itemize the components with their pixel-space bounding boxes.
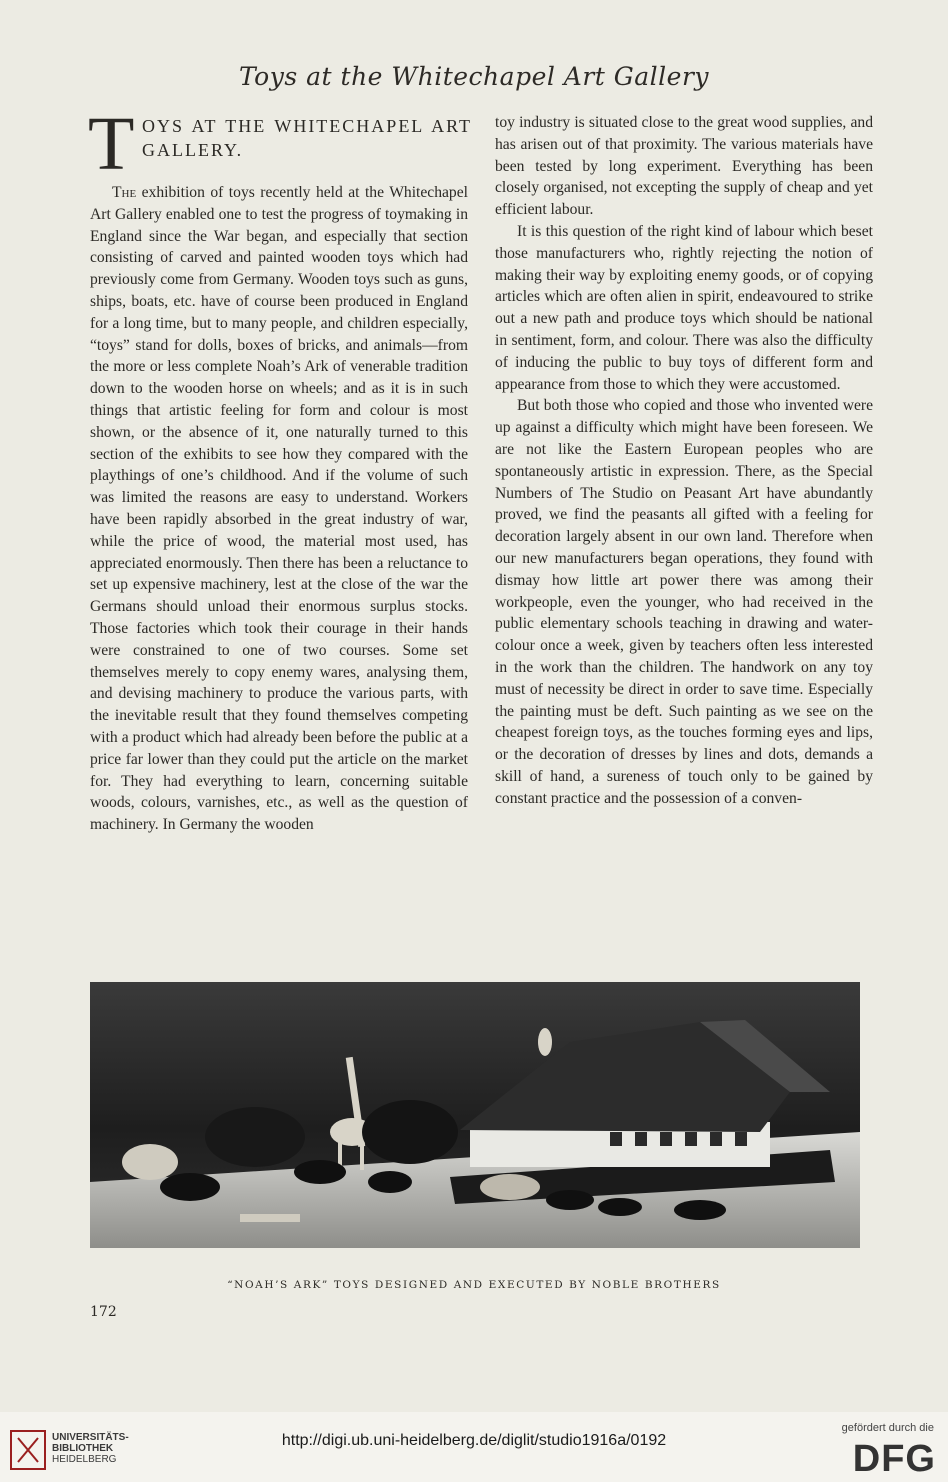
article-heading <box>88 102 472 186</box>
running-head: Toys at the Whitechapel Art Gallery <box>238 62 710 91</box>
funded-by-label: gefördert durch die <box>841 1422 934 1434</box>
paragraph: toy industry is situated close to the great wood supplies, and has arisen out of that proximity. The various materials have been tested by long experiment. Everything has been closely organised, not excepting the supply of cheap and yet efficient labour. <box>495 114 873 219</box>
library-line: BIBLIOTHEK <box>52 1443 114 1454</box>
drop-cap: T <box>88 102 135 186</box>
right-column <box>495 112 873 810</box>
article-title: OYS AT THE WHITECHAPEL ART GALLERY. <box>142 116 472 160</box>
source-url-link[interactable]: http://digi.ub.uni-heidelberg.de/diglit/studio1916a/0192 <box>281 1432 667 1449</box>
dfg-logo: DFG <box>852 1438 936 1480</box>
paragraph: But both those who copied and those who invented were up against a difficulty which might have been foreseen. We are not like the Eastern European peoples who are spontaneously artistic in expression. There, as the Special Numbers of The Studio on Peasant Art have abundantly proved, we find the peasants all gifted with a feeling for decoration largely absent in our own land. Therefore when our new manufacturers began operations, they found with dismay how little art power there was among their workpeople, even the younger, who had received in the public elementary schools teaching in drawing and water-colour once a week, given by teachers often less interested in the work than the children. The handwork on any toy must of necessity be direct in order to save time. Especially the painting must be deft. Such painting as we see on the cheapest foreign toys, as the touches forming eyes and lips, or the decoration of dresses by lines and dots, demands a skill of hand, a sureness of touch only to be gained by constant practice and the possession of a conven- <box>495 397 873 807</box>
noahs-ark-photograph <box>90 982 860 1248</box>
page-number: 172 <box>90 1304 117 1320</box>
digitization-footer <box>0 1412 948 1482</box>
figure-caption: “NOAH’S ARK” TOYS DESIGNED AND EXECUTED BY NOBLE BROTHERS <box>227 1279 721 1291</box>
paragraph: It is this question of the right kind of labour which beset those manufacturers who, rightly rejecting the notion of making their way by exploiting enemy goods, or of copying articles which are often alien in spirit, endeavoured to strike out a new path and produce toys which should be national in sentiment, form, and colour. There was also the difficulty of inducing the public to buy toys of different form and appearance from those to which they were accustomed. <box>495 222 873 393</box>
library-line: UNIVERSITÄTS- <box>52 1432 129 1443</box>
photo-illustration <box>90 982 860 1248</box>
lead-word: The <box>112 184 137 201</box>
paragraph <box>90 182 468 836</box>
left-column <box>88 102 472 836</box>
library-line: HEIDELBERG <box>52 1454 117 1465</box>
paragraph-text: exhibition of toys recently held at the Whitechapel Art Gallery enabled one to test the progress of toymaking in England since the War began, and especially that section consisting of carved and painted wooden toys which had previously come from Germany. Wooden toys such as guns, ships, boats, etc. have of course been produced in England for a long time, but to many people, and children especially, “toys” stand for dolls, boxes of bricks, and animals—from the more or less complete Noah’s Ark of venerable tradition down to the wooden horse on wheels; and as it is in such things that artistic feeling for form and colour is most shown, or the absence of it, one naturally turned to this section of the exhibits to see how they compared with the playthings of one’s childhood. And if the volume of such was limited the reasons are easy to understand. Workers have been rapidly absorbed in the great industry of war, while the price of wood, the material most used, has appreciated enormously. Then there has been a reluctance to set up expensive machinery, lest at the close of the war the Germans should unload their enormous surplus stocks. Those factories which took their courage in their hands were constrained to one of two courses. Some set themselves merely to copy enemy wares, analysing them, and devising machinery to produce the various parts, with the inevitable result that they found themselves competing with a product which had already been before the public at a price far lower than they could put the article on the market for. They had everything to learn, concerning suitable woods, colours, varnishes, etc., as well as the question of machinery. In Germany the wooden <box>90 184 468 834</box>
